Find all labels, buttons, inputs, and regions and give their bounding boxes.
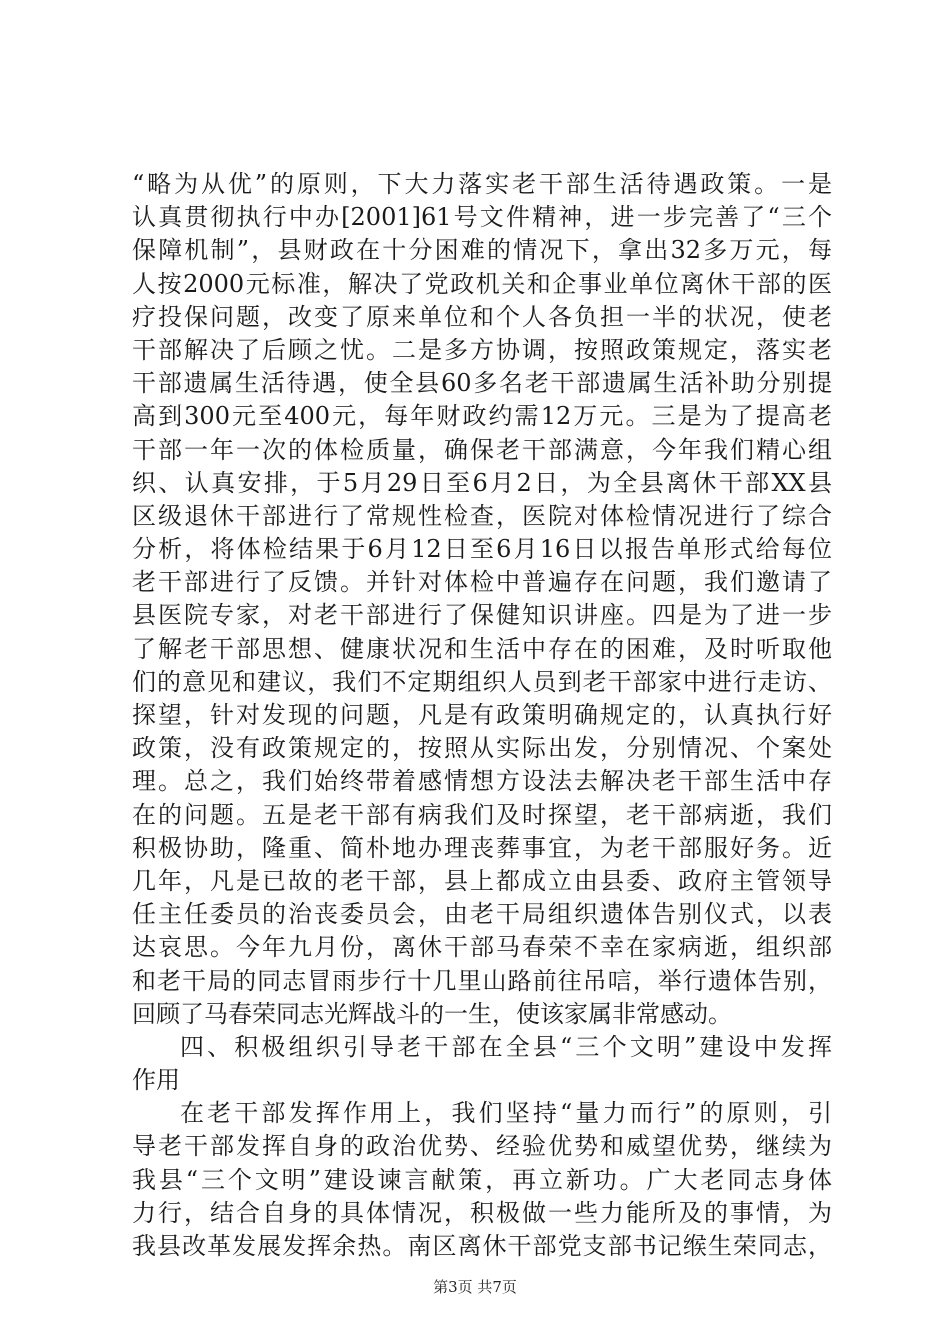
text-line: 我县“三个文明”建设谏言献策，再立新功。广大老同志身体 (132, 1165, 832, 1194)
text-line: 高到300元至400元，每年财政约需12万元。三是为了提高老 (132, 402, 832, 431)
text-line: 分析，将体检结果于6月12日至6月16日以报告单形式给每位 (132, 535, 832, 564)
text-line: 几年，凡是已故的老干部，县上都成立由县委、政府主管领导 (132, 866, 832, 895)
text-line: 们的意见和建议，我们不定期组织人员到老干部家中进行走访、 (132, 667, 832, 696)
text-line: 干部解决了后顾之忧。二是多方协调，按照政策规定，落实老 (132, 335, 832, 364)
text-line: 探望，针对发现的问题，凡是有政策明确规定的，认真执行好 (132, 701, 832, 729)
text-line: 和老干局的同志冒雨步行十几里山路前往吊唁，举行遗体告别， (132, 966, 832, 995)
section-heading-continued: 作用 (132, 1066, 180, 1095)
text-line: 在老干部发挥作用上，我们坚持“量力而行”的原则，引 (180, 1099, 832, 1128)
text-line: 理。总之，我们始终带着感情想方设法去解决老干部生活中存 (132, 767, 832, 796)
page-number-footer: 第3页 共7页 (433, 1278, 517, 1296)
text-line: 任主任委员的治丧委员会，由老干局组织遗体告别仪式，以表 (132, 900, 832, 929)
text-line: 政策，没有政策规定的，按照从实际出发，分别情况、个案处 (132, 734, 832, 763)
text-line: “略为从优”的原则，下大力落实老干部生活待遇政策。一是 (132, 170, 832, 198)
text-line: 回顾了马春荣同志光辉战斗的一生，使该家属非常感动。 (132, 999, 732, 1028)
text-line: 织、认真安排，于5月29日至6月2日，为全县离休干部XX县 (132, 468, 832, 497)
text-line: 我县改革发展发挥余热。南区离休干部党支部书记缑生荣同志， (132, 1232, 832, 1260)
text-line: 导老干部发挥自身的政治优势、经验优势和威望优势，继续为 (132, 1132, 832, 1161)
text-line: 在的问题。五是老干部有病我们及时探望，老干部病逝，我们 (132, 800, 832, 829)
text-line: 达哀思。今年九月份，离休干部马春荣不幸在家病逝，组织部 (132, 933, 832, 962)
text-line: 干部遗属生活待遇，使全县60多名老干部遗属生活补助分别提 (132, 369, 832, 398)
body-text (132, 168, 832, 1263)
text-line: 积极协助，隆重、简朴地办理丧葬事宜，为老干部服好务。近 (132, 833, 832, 862)
text-line: 区级退休干部进行了常规性检查，医院对体检情况进行了综合 (132, 501, 832, 530)
text-line: 了解老干部思想、健康状况和生活中存在的困难，及时听取他 (132, 634, 832, 663)
text-line: 疗投保问题，改变了原来单位和个人各负担一半的状况，使老 (132, 302, 832, 331)
text-line: 县医院专家，对老干部进行了保健知识讲座。四是为了进一步 (132, 601, 832, 630)
text-line: 认真贯彻执行中办[2001]61号文件精神，进一步完善了“三个 (132, 203, 832, 232)
text-line: 老干部进行了反馈。并针对体检中普遍存在问题，我们邀请了 (132, 568, 832, 597)
text-line: 力行，结合自身的具体情况，积极做一些力能所及的事情，为 (132, 1198, 832, 1227)
text-line: 干部一年一次的体检质量，确保老干部满意，今年我们精心组 (132, 435, 832, 464)
text-line: 保障机制”，县财政在十分困难的情况下，拿出32多万元，每 (132, 236, 832, 265)
section-heading: 四、积极组织引导老干部在全县“三个文明”建设中发挥 (180, 1032, 832, 1061)
text-line: 人按2000元标准，解决了党政机关和企事业单位离休干部的医 (132, 269, 832, 298)
